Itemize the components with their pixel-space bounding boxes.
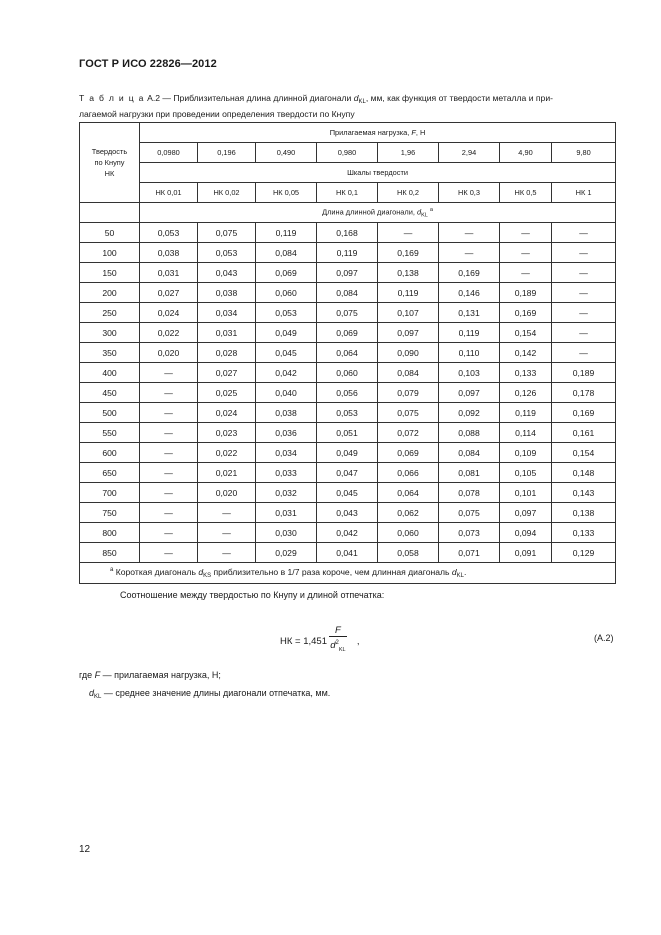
hk-column-header: Твердость по Кнупу НК	[80, 123, 140, 203]
length-cell: —	[500, 223, 552, 243]
length-cell: —	[140, 523, 198, 543]
length-cell: 0,103	[439, 363, 500, 383]
length-cell: 0,169	[500, 303, 552, 323]
scale-value: НК 0,5	[500, 183, 552, 203]
hardness-cell: 800	[80, 523, 140, 543]
length-cell: 0,169	[439, 263, 500, 283]
hardness-cell: 150	[80, 263, 140, 283]
scale-value: НК 0,3	[439, 183, 500, 203]
length-cell: —	[552, 303, 616, 323]
length-cell: 0,075	[439, 503, 500, 523]
length-cell: 0,075	[317, 303, 378, 323]
length-cell: 0,138	[378, 263, 439, 283]
length-cell: 0,161	[552, 423, 616, 443]
length-cell: 0,168	[317, 223, 378, 243]
length-cell: 0,041	[317, 543, 378, 563]
length-cell: —	[552, 223, 616, 243]
length-cell: 0,094	[500, 523, 552, 543]
length-cell: 0,064	[317, 343, 378, 363]
scale-value: НК 0,1	[317, 183, 378, 203]
hardness-cell: 450	[80, 383, 140, 403]
length-cell: 0,169	[552, 403, 616, 423]
length-cell: 0,025	[198, 383, 256, 403]
length-cell: 0,142	[500, 343, 552, 363]
length-header: Длина длинной диагонали, $d_{KL}$ $^a$	[140, 203, 616, 223]
length-cell: 0,022	[198, 443, 256, 463]
scale-value: НК 0,05	[256, 183, 317, 203]
length-cell: 0,133	[552, 523, 616, 543]
hardness-cell: 200	[80, 283, 140, 303]
load-header: Прилагаемая нагрузка, F, Н	[140, 123, 616, 143]
length-cell: 0,097	[317, 263, 378, 283]
length-cell: 0,072	[378, 423, 439, 443]
length-cell: 0,088	[439, 423, 500, 443]
length-cell: 0,060	[256, 283, 317, 303]
length-cell: 0,038	[198, 283, 256, 303]
length-cell: 0,024	[140, 303, 198, 323]
hardness-cell: 700	[80, 483, 140, 503]
hardness-cell: 500	[80, 403, 140, 423]
scale-value: НК 0,02	[198, 183, 256, 203]
caption-symbol-sub: KL	[358, 99, 366, 105]
length-cell: 0,053	[256, 303, 317, 323]
length-cell: 0,033	[256, 463, 317, 483]
table-row	[80, 303, 616, 323]
length-cell: 0,053	[140, 223, 198, 243]
length-cell: 0,020	[140, 343, 198, 363]
hardness-cell: 350	[80, 343, 140, 363]
length-cell: 0,045	[256, 343, 317, 363]
load-value: 0,0980	[140, 143, 198, 163]
length-cell: 0,038	[140, 243, 198, 263]
length-cell: 0,029	[256, 543, 317, 563]
length-cell: 0,097	[378, 323, 439, 343]
length-cell: 0,043	[198, 263, 256, 283]
length-cell: 0,079	[378, 383, 439, 403]
length-cell: 0,051	[317, 423, 378, 443]
length-cell: 0,189	[552, 363, 616, 383]
caption-label: Т а б л и ц а	[79, 93, 145, 103]
knoop-formula	[280, 625, 359, 657]
caption-symbol: d	[353, 93, 359, 103]
length-cell: 0,119	[317, 243, 378, 263]
table-row	[80, 343, 616, 363]
length-cell: 0,107	[378, 303, 439, 323]
length-cell: 0,154	[500, 323, 552, 343]
table-row	[80, 463, 616, 483]
length-cell: —	[439, 243, 500, 263]
length-cell: 0,154	[552, 443, 616, 463]
length-cell: 0,084	[256, 243, 317, 263]
length-cell: 0,119	[256, 223, 317, 243]
length-cell: 0,031	[256, 503, 317, 523]
length-cell: 0,053	[317, 403, 378, 423]
table-row	[80, 543, 616, 563]
page-number: 12	[79, 844, 91, 855]
length-cell: 0,075	[378, 403, 439, 423]
scale-value: НК 0,2	[378, 183, 439, 203]
length-cell: 0,119	[439, 323, 500, 343]
scale-value: НК 0,01	[140, 183, 198, 203]
length-cell: 0,040	[256, 383, 317, 403]
load-value: 0,490	[256, 143, 317, 163]
length-cell: —	[140, 403, 198, 423]
length-cell: 0,056	[317, 383, 378, 403]
table-footnote: $^a$ Короткая диагональ $d_{KS}$ приблизительно в 1/7 раза короче, чем длинная диагональ $d_{KL}$.	[80, 563, 616, 584]
hardness-cell: 250	[80, 303, 140, 323]
scales-row	[80, 183, 616, 203]
length-cell: 0,022	[140, 323, 198, 343]
length-cell: 0,178	[552, 383, 616, 403]
length-cell: 0,049	[256, 323, 317, 343]
length-cell: 0,075	[198, 223, 256, 243]
length-cell: 0,090	[378, 343, 439, 363]
length-cell: 0,110	[439, 343, 500, 363]
length-cell: —	[140, 543, 198, 563]
table-caption	[79, 92, 615, 120]
length-cell: 0,084	[378, 363, 439, 383]
length-cell: —	[552, 263, 616, 283]
length-cell: 0,138	[552, 503, 616, 523]
length-cell: 0,126	[500, 383, 552, 403]
formula-denominator: $d^2_{KL}$	[330, 640, 346, 654]
length-cell: 0,064	[378, 483, 439, 503]
length-cell: 0,081	[439, 463, 500, 483]
length-cell: 0,129	[552, 543, 616, 563]
scale-value: НК 1	[552, 183, 616, 203]
length-cell: 0,169	[378, 243, 439, 263]
hardness-cell: 400	[80, 363, 140, 383]
where-line-load: где F — прилагаемая нагрузка, Н;	[79, 670, 221, 680]
scales-header: Шкалы твердости	[140, 163, 616, 183]
caption-text-line2: лагаемой нагрузки при проведении определения твердости по Кнупу	[79, 109, 355, 119]
length-cell: —	[500, 243, 552, 263]
length-cell: 0,024	[198, 403, 256, 423]
length-cell: 0,143	[552, 483, 616, 503]
length-cell: 0,049	[317, 443, 378, 463]
length-cell: 0,028	[198, 343, 256, 363]
length-cell: 0,023	[198, 423, 256, 443]
table-row	[80, 243, 616, 263]
table-row	[80, 323, 616, 343]
table-row	[80, 423, 616, 443]
length-cell: 0,036	[256, 423, 317, 443]
hardness-table	[79, 122, 616, 584]
length-cell: 0,097	[500, 503, 552, 523]
hardness-cell: 550	[80, 423, 140, 443]
table-row	[80, 523, 616, 543]
length-cell: 0,084	[439, 443, 500, 463]
caption-text-end: , мм, как функция от твердости металла и при-	[365, 93, 553, 103]
length-cell: 0,060	[317, 363, 378, 383]
length-cell: 0,069	[317, 323, 378, 343]
hardness-cell: 50	[80, 223, 140, 243]
where-line-diagonal: $d_{KL}$ — среднее значение длины диагонали отпечатка, мм.	[89, 688, 331, 700]
hardness-cell: 650	[80, 463, 140, 483]
length-cell: 0,101	[500, 483, 552, 503]
length-cell: 0,073	[439, 523, 500, 543]
hardness-cell: 300	[80, 323, 140, 343]
table-row	[80, 223, 616, 243]
length-cell: 0,189	[500, 283, 552, 303]
caption-text: А.2 — Приблизительная длина длинной диагонали	[144, 93, 354, 103]
table-row	[80, 263, 616, 283]
load-value: 1,96	[378, 143, 439, 163]
length-cell: 0,062	[378, 503, 439, 523]
length-cell: —	[198, 523, 256, 543]
load-value: 9,80	[552, 143, 616, 163]
length-cell: 0,091	[500, 543, 552, 563]
length-cell: —	[552, 343, 616, 363]
length-cell: 0,069	[378, 443, 439, 463]
load-value: 4,90	[500, 143, 552, 163]
length-cell: 0,021	[198, 463, 256, 483]
formula-numerator: F	[329, 625, 347, 637]
length-cell: 0,043	[317, 503, 378, 523]
length-cell: 0,034	[256, 443, 317, 463]
relation-text: Соотношение между твердостью по Кнупу и длиной отпечатка:	[120, 590, 385, 600]
length-cell: 0,047	[317, 463, 378, 483]
length-cell: 0,131	[439, 303, 500, 323]
length-cell: 0,020	[198, 483, 256, 503]
length-cell: 0,034	[198, 303, 256, 323]
length-cell: 0,053	[198, 243, 256, 263]
formula-fraction	[329, 625, 347, 657]
length-cell: 0,084	[317, 283, 378, 303]
formula-trailing: ,	[356, 635, 360, 647]
length-cell: 0,030	[256, 523, 317, 543]
length-cell: —	[140, 483, 198, 503]
hardness-cell: 100	[80, 243, 140, 263]
length-cell: —	[552, 323, 616, 343]
length-cell: 0,078	[439, 483, 500, 503]
length-cell: 0,066	[378, 463, 439, 483]
table-row	[80, 283, 616, 303]
length-cell: 0,133	[500, 363, 552, 383]
length-cell: 0,045	[317, 483, 378, 503]
length-cell: 0,069	[256, 263, 317, 283]
length-cell: —	[140, 503, 198, 523]
length-cell: —	[140, 363, 198, 383]
table-row	[80, 483, 616, 503]
length-cell: 0,146	[439, 283, 500, 303]
document-header: ГОСТ Р ИСО 22826—2012	[79, 58, 217, 70]
length-cell: —	[439, 223, 500, 243]
equation-number: (А.2)	[594, 633, 614, 643]
length-cell: 0,114	[500, 423, 552, 443]
length-cell: —	[198, 543, 256, 563]
length-cell: 0,097	[439, 383, 500, 403]
table-row	[80, 403, 616, 423]
length-cell: —	[140, 443, 198, 463]
length-cell: 0,031	[198, 323, 256, 343]
load-value: 0,196	[198, 143, 256, 163]
loads-row	[80, 143, 616, 163]
length-cell: 0,042	[256, 363, 317, 383]
hardness-cell: 750	[80, 503, 140, 523]
length-cell: —	[500, 263, 552, 283]
length-cell: 0,032	[256, 483, 317, 503]
length-cell: 0,060	[378, 523, 439, 543]
load-value: 2,94	[439, 143, 500, 163]
table-row	[80, 443, 616, 463]
length-cell: 0,092	[439, 403, 500, 423]
length-cell: 0,105	[500, 463, 552, 483]
hardness-cell: 600	[80, 443, 140, 463]
length-cell: —	[378, 223, 439, 243]
formula-lhs: НК = 1,451	[280, 635, 327, 647]
table-row	[80, 363, 616, 383]
length-cell: —	[552, 243, 616, 263]
length-cell: —	[140, 383, 198, 403]
length-cell: 0,058	[378, 543, 439, 563]
length-cell: —	[140, 463, 198, 483]
load-value: 0,980	[317, 143, 378, 163]
length-cell: 0,042	[317, 523, 378, 543]
length-cell: —	[552, 283, 616, 303]
length-cell: 0,038	[256, 403, 317, 423]
length-cell: 0,071	[439, 543, 500, 563]
length-cell: —	[140, 423, 198, 443]
length-cell: 0,027	[140, 283, 198, 303]
length-cell: —	[198, 503, 256, 523]
length-cell: 0,027	[198, 363, 256, 383]
length-cell: 0,119	[378, 283, 439, 303]
hardness-cell: 850	[80, 543, 140, 563]
length-cell: 0,119	[500, 403, 552, 423]
table-row	[80, 383, 616, 403]
length-cell: 0,109	[500, 443, 552, 463]
table-row	[80, 503, 616, 523]
length-cell: 0,148	[552, 463, 616, 483]
length-cell: 0,031	[140, 263, 198, 283]
